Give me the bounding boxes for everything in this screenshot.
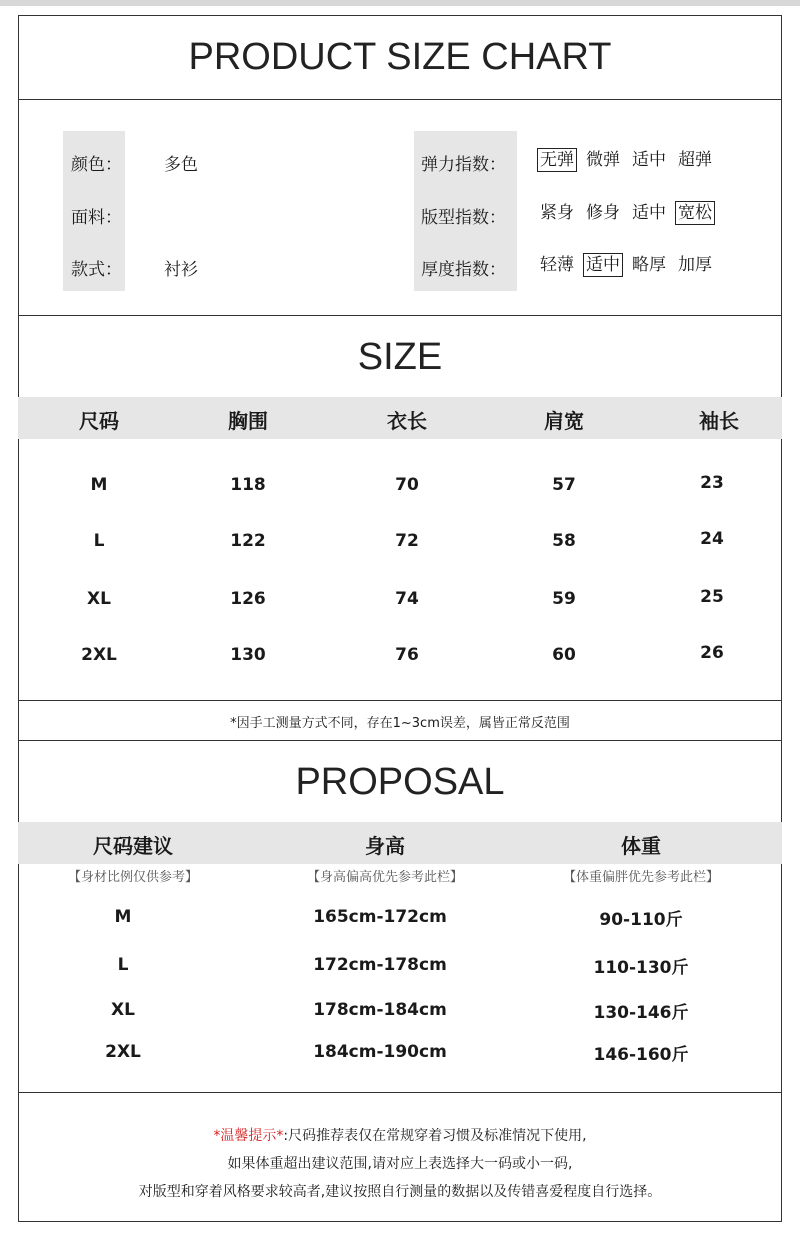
shoulder-cell: 60 <box>552 645 576 665</box>
proposal-subheader-height: 【身高偏高优先参考此栏】 <box>306 870 464 885</box>
size-cell: M <box>90 475 108 495</box>
size-title: SIZE <box>357 336 443 378</box>
sleeve-cell: 25 <box>700 587 724 607</box>
size-header-shoulder: 肩宽 <box>544 409 584 433</box>
page-title: PRODUCT SIZE CHART <box>188 36 612 78</box>
shoulder-cell: 58 <box>552 531 576 551</box>
attribute-label-fabric: 面料： <box>71 208 122 228</box>
measurement-note: *因手工测量方式不同，存在1~3cm误差，属皆正常反范围 <box>230 716 570 731</box>
thickness-options <box>537 253 721 277</box>
proposal-weight-cell: 130-146斤 <box>593 1003 689 1023</box>
size-header-chest: 胸围 <box>228 409 268 433</box>
fit-option-2: 修身 <box>586 203 620 223</box>
attribute-label-style: 款式： <box>71 260 122 280</box>
tips-line-1-text: :尺码推荐表仅在常规穿着习惯及标准情况下使用, <box>283 1128 587 1144</box>
size-cell: XL <box>87 589 111 609</box>
top-divider-bar <box>0 0 800 6</box>
proposal-weight-cell: 110-130斤 <box>593 958 689 978</box>
size-header-sleeve: 袖长 <box>699 409 739 433</box>
proposal-size-cell: 2XL <box>105 1042 141 1062</box>
proposal-header-height: 身高 <box>365 834 405 858</box>
tips-line-1 <box>19 1125 781 1145</box>
attribute-label-thickness: 厚度指数： <box>421 260 506 280</box>
proposal-size-cell: L <box>117 955 129 975</box>
size-header-size: 尺码 <box>79 409 119 433</box>
chest-cell: 118 <box>230 475 266 495</box>
attribute-value-color: 多色 <box>164 155 198 175</box>
fit-option-1: 紧身 <box>540 203 574 223</box>
elasticity-option-4: 超弹 <box>678 150 712 170</box>
proposal-subheader-size: 【身材比例仅供参考】 <box>67 870 199 885</box>
fit-option-3: 适中 <box>632 203 666 223</box>
elasticity-option-3: 适中 <box>632 150 666 170</box>
length-cell: 76 <box>395 645 419 665</box>
elasticity-option-1: 无弹 <box>537 148 577 172</box>
size-table-box <box>18 315 782 701</box>
chest-cell: 122 <box>230 531 266 551</box>
proposal-size-cell: XL <box>111 1000 135 1020</box>
size-cell: L <box>93 531 105 551</box>
measurement-note-box <box>18 700 782 742</box>
length-cell: 72 <box>395 531 419 551</box>
header-box <box>18 15 782 101</box>
proposal-height-cell: 184cm-190cm <box>313 1042 447 1062</box>
chest-cell: 126 <box>230 589 266 609</box>
proposal-height-cell: 165cm-172cm <box>313 907 447 927</box>
proposal-weight-cell: 90-110斤 <box>599 910 683 930</box>
thickness-option-2: 适中 <box>583 253 623 277</box>
size-cell: 2XL <box>81 645 117 665</box>
proposal-header-size: 尺码建议 <box>93 834 173 858</box>
proposal-height-cell: 178cm-184cm <box>313 1000 447 1020</box>
length-cell: 74 <box>395 589 419 609</box>
attribute-value-style: 衬衫 <box>164 260 198 280</box>
tips-prefix: *温馨提示* <box>213 1128 284 1144</box>
sleeve-cell: 24 <box>700 529 724 549</box>
length-cell: 70 <box>395 475 419 495</box>
attribute-label-color: 颜色： <box>71 155 122 175</box>
proposal-title: PROPOSAL <box>295 761 505 803</box>
elasticity-options <box>537 148 721 172</box>
proposal-header-weight: 体重 <box>621 834 661 858</box>
shoulder-cell: 57 <box>552 475 576 495</box>
thickness-option-3: 略厚 <box>632 255 666 275</box>
chest-cell: 130 <box>230 645 266 665</box>
elasticity-option-2: 微弹 <box>586 150 620 170</box>
proposal-weight-cell: 146-160斤 <box>593 1045 689 1065</box>
attribute-label-fit: 版型指数： <box>421 208 506 228</box>
shoulder-cell: 59 <box>552 589 576 609</box>
proposal-subheader-weight: 【体重偏胖优先参考此栏】 <box>562 870 720 885</box>
proposal-height-cell: 172cm-178cm <box>313 955 447 975</box>
sleeve-cell: 26 <box>700 643 724 663</box>
size-header-length: 衣长 <box>387 409 427 433</box>
thickness-option-4: 加厚 <box>678 255 712 275</box>
fit-options <box>537 201 721 225</box>
attributes-box <box>18 99 782 317</box>
tips-line-2: 如果体重超出建议范围,请对应上表选择大一码或小一码, <box>227 1156 573 1172</box>
attribute-label-elasticity: 弹力指数： <box>421 155 506 175</box>
tips-box <box>18 1092 782 1222</box>
sleeve-cell: 23 <box>700 473 724 493</box>
tips-line-3: 对版型和穿着风格要求较高者,建议按照自行测量的数据以及传错喜爱程度自行选择。 <box>138 1184 662 1200</box>
proposal-size-cell: M <box>114 907 132 927</box>
fit-option-4: 宽松 <box>675 201 715 225</box>
thickness-option-1: 轻薄 <box>540 255 574 275</box>
